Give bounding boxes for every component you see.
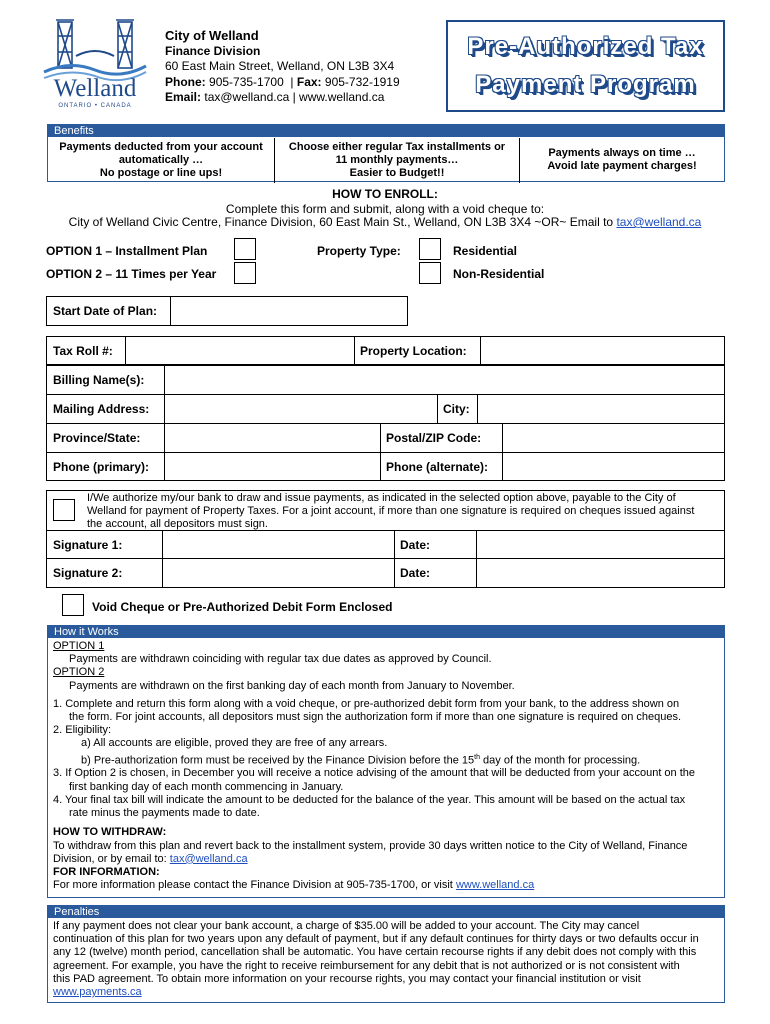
signature-2-row xyxy=(47,559,724,587)
signature-2-label: Signature 2: xyxy=(53,566,123,580)
property-location-input[interactable] xyxy=(481,337,724,364)
enroll-email-link[interactable]: tax@welland.ca xyxy=(616,215,702,229)
tax-roll-label: Tax Roll #: xyxy=(53,343,113,358)
signature-1-input[interactable] xyxy=(163,531,394,558)
logo-sub: ONTARIO • CANADA xyxy=(58,103,132,109)
benefit-1: Payments deducted from your account automatically … No postage or line ups! xyxy=(59,140,263,179)
phone-line: Phone: 905-735-1700 | Fax: 905-732-1919 xyxy=(165,74,400,89)
option-1-label: OPTION 1 – Installment Plan xyxy=(46,244,208,258)
mailing-row xyxy=(47,395,724,424)
phone-row xyxy=(47,453,724,480)
void-cheque-checkbox[interactable] xyxy=(62,594,84,616)
penalties-heading: Penalties xyxy=(48,906,724,918)
option-2-label: OPTION 2 – 11 Times per Year xyxy=(46,267,217,281)
city-name: City of Welland xyxy=(165,28,259,43)
billing-row xyxy=(47,366,724,395)
how-it-works-body: OPTION 1 Payments are withdrawn coinciding with regular tax due dates as approved by Council. OPTION 2 Payments are withdrawn on the first banking day of each month from January to November. 1. Complete and return this form along with a void cheque, or pre-authorized debit form from your bank, to the address shown on the form. For joint accounts, all depositors must sign the authorization form if more than one signature is required on cheques. 2. Eligibility: a) All accounts are eligible, proved they are free of any arrears. b) Pre-authorization form must be received by the Finance Division before the 15th day of the month for processing. 3. If Option 2 is chosen, in December you will receive a notice advising of the amount that will be deducted from your account on the first banking day of each month commencing in January. 4. Your final tax bill will indicate the amount to be deducted for the balance of the year. This amount will be based on the actual tax rate minus the payments made to date. HOW TO WITHDRAW: To withdraw from this plan and revert back to the installment system, provide 30 days written notice to the City of Welland, Finance Division, or by email to: tax@welland.ca FOR INFORMATION: For more information please contact the Finance Division at 905-735-1700, or visit www.welland.ca xyxy=(53,640,696,892)
bridge-icon xyxy=(40,16,150,110)
billing-names-input[interactable] xyxy=(165,366,724,394)
start-date-row xyxy=(46,296,408,326)
start-date-label: Start Date of Plan: xyxy=(53,304,158,318)
benefits-box xyxy=(47,124,725,182)
phone-primary-label: Phone (primary): xyxy=(53,459,150,474)
date-2-input[interactable] xyxy=(477,559,724,587)
mailing-address-input[interactable] xyxy=(165,395,437,423)
city-label: City: xyxy=(443,402,470,416)
enroll-line-1: Complete this form and submit, along with a void cheque to: xyxy=(225,202,545,216)
mailing-address-label: Mailing Address: xyxy=(53,402,150,416)
title-line-2: Payment Program xyxy=(475,71,696,98)
province-row xyxy=(47,424,724,453)
option-2-checkbox[interactable] xyxy=(234,262,256,284)
date-1-input[interactable] xyxy=(477,531,724,558)
non-residential-checkbox[interactable] xyxy=(419,262,441,284)
benefit-2: Choose either regular Tax installments or 11 monthly payments… Easier to Budget!! xyxy=(288,140,506,179)
withdraw-email-link[interactable]: tax@welland.ca xyxy=(169,852,248,865)
authorization-text: I/We authorize my/our bank to draw and issue payments, as indicated in the selected option above, payable to the City of Welland for payment of Property Taxes. For a joint account, if more than one signature is required on cheques issued against the account, all depositors must sign. xyxy=(87,492,695,531)
info-website-link[interactable]: www.welland.ca xyxy=(455,879,535,892)
phone-alternate-label: Phone (alternate): xyxy=(386,459,489,474)
email-line: Email: tax@welland.ca | www.welland.ca xyxy=(165,90,385,104)
signature-1-row xyxy=(47,531,724,559)
contact-grid xyxy=(46,365,725,481)
signature-1-label: Signature 1: xyxy=(53,537,123,552)
residential-label: Residential xyxy=(453,244,518,258)
non-residential-label: Non-Residential xyxy=(453,267,545,281)
enroll-line-2: City of Welland Civic Centre, Finance Division, 60 East Main St., Welland, ON L3B 3X4 ~OR~ Email to tax@welland.ca xyxy=(68,215,702,229)
province-input[interactable] xyxy=(165,424,380,452)
title-line-1: Pre-Authorized Tax xyxy=(467,33,704,60)
residential-checkbox[interactable] xyxy=(419,238,441,260)
province-label: Province/State: xyxy=(53,431,141,445)
postal-input[interactable] xyxy=(503,424,724,452)
logo-word: Welland xyxy=(53,75,137,102)
tax-roll-row xyxy=(46,336,725,365)
division-name: Finance Division xyxy=(165,43,261,58)
welland-logo xyxy=(40,16,150,110)
date-2-label: Date: xyxy=(400,566,431,580)
signature-grid xyxy=(46,531,725,588)
property-location-label: Property Location: xyxy=(360,343,467,358)
penalties-body: If any payment does not clear your bank account, a charge of $35.00 will be added to your account. The City may cancel continuation of this plan for two years upon any default of payment, but if any default continues for thirty days or two defaults occur in any 12 (twelve) month period, cancellation shall be automatic. You have certain recourse rights if any debit does not comply with this agreement. For example, you have the right to receive reimbursement for any debit that is not authorized or is not consistent with this PAD agreement. To obtain more information on your recourse rights, you may contact your financial institution or visit www.payments.ca xyxy=(53,920,699,999)
void-cheque-label: Void Cheque or Pre-Authorized Debit Form Enclosed xyxy=(92,600,393,614)
billing-names-label: Billing Name(s): xyxy=(53,373,145,387)
enroll-heading: HOW TO ENROLL: xyxy=(332,187,438,201)
authorize-checkbox[interactable] xyxy=(53,499,75,521)
postal-label: Postal/ZIP Code: xyxy=(386,431,482,445)
phone-primary-input[interactable] xyxy=(165,453,380,480)
start-date-input[interactable] xyxy=(171,297,407,325)
city-input[interactable] xyxy=(478,395,724,423)
signature-2-input[interactable] xyxy=(163,559,394,587)
payments-website-link[interactable]: www.payments.ca xyxy=(53,986,142,999)
property-type-label: Property Type: xyxy=(317,244,401,258)
benefits-heading: Benefits xyxy=(48,125,724,137)
phone-alternate-input[interactable] xyxy=(503,453,724,480)
how-it-works-heading: How it Works xyxy=(48,626,724,638)
title-box xyxy=(446,20,725,112)
contact-block xyxy=(165,28,400,106)
tax-roll-input[interactable] xyxy=(126,337,354,364)
date-1-label: Date: xyxy=(400,537,431,552)
address: 60 East Main Street, Welland, ON L3B 3X4 xyxy=(165,59,395,73)
benefit-3: Payments always on time … Avoid late payment charges! xyxy=(547,147,697,172)
authorization-box xyxy=(46,490,725,531)
how-it-works-box xyxy=(47,625,725,898)
penalties-box xyxy=(47,905,725,1003)
option-1-checkbox[interactable] xyxy=(234,238,256,260)
